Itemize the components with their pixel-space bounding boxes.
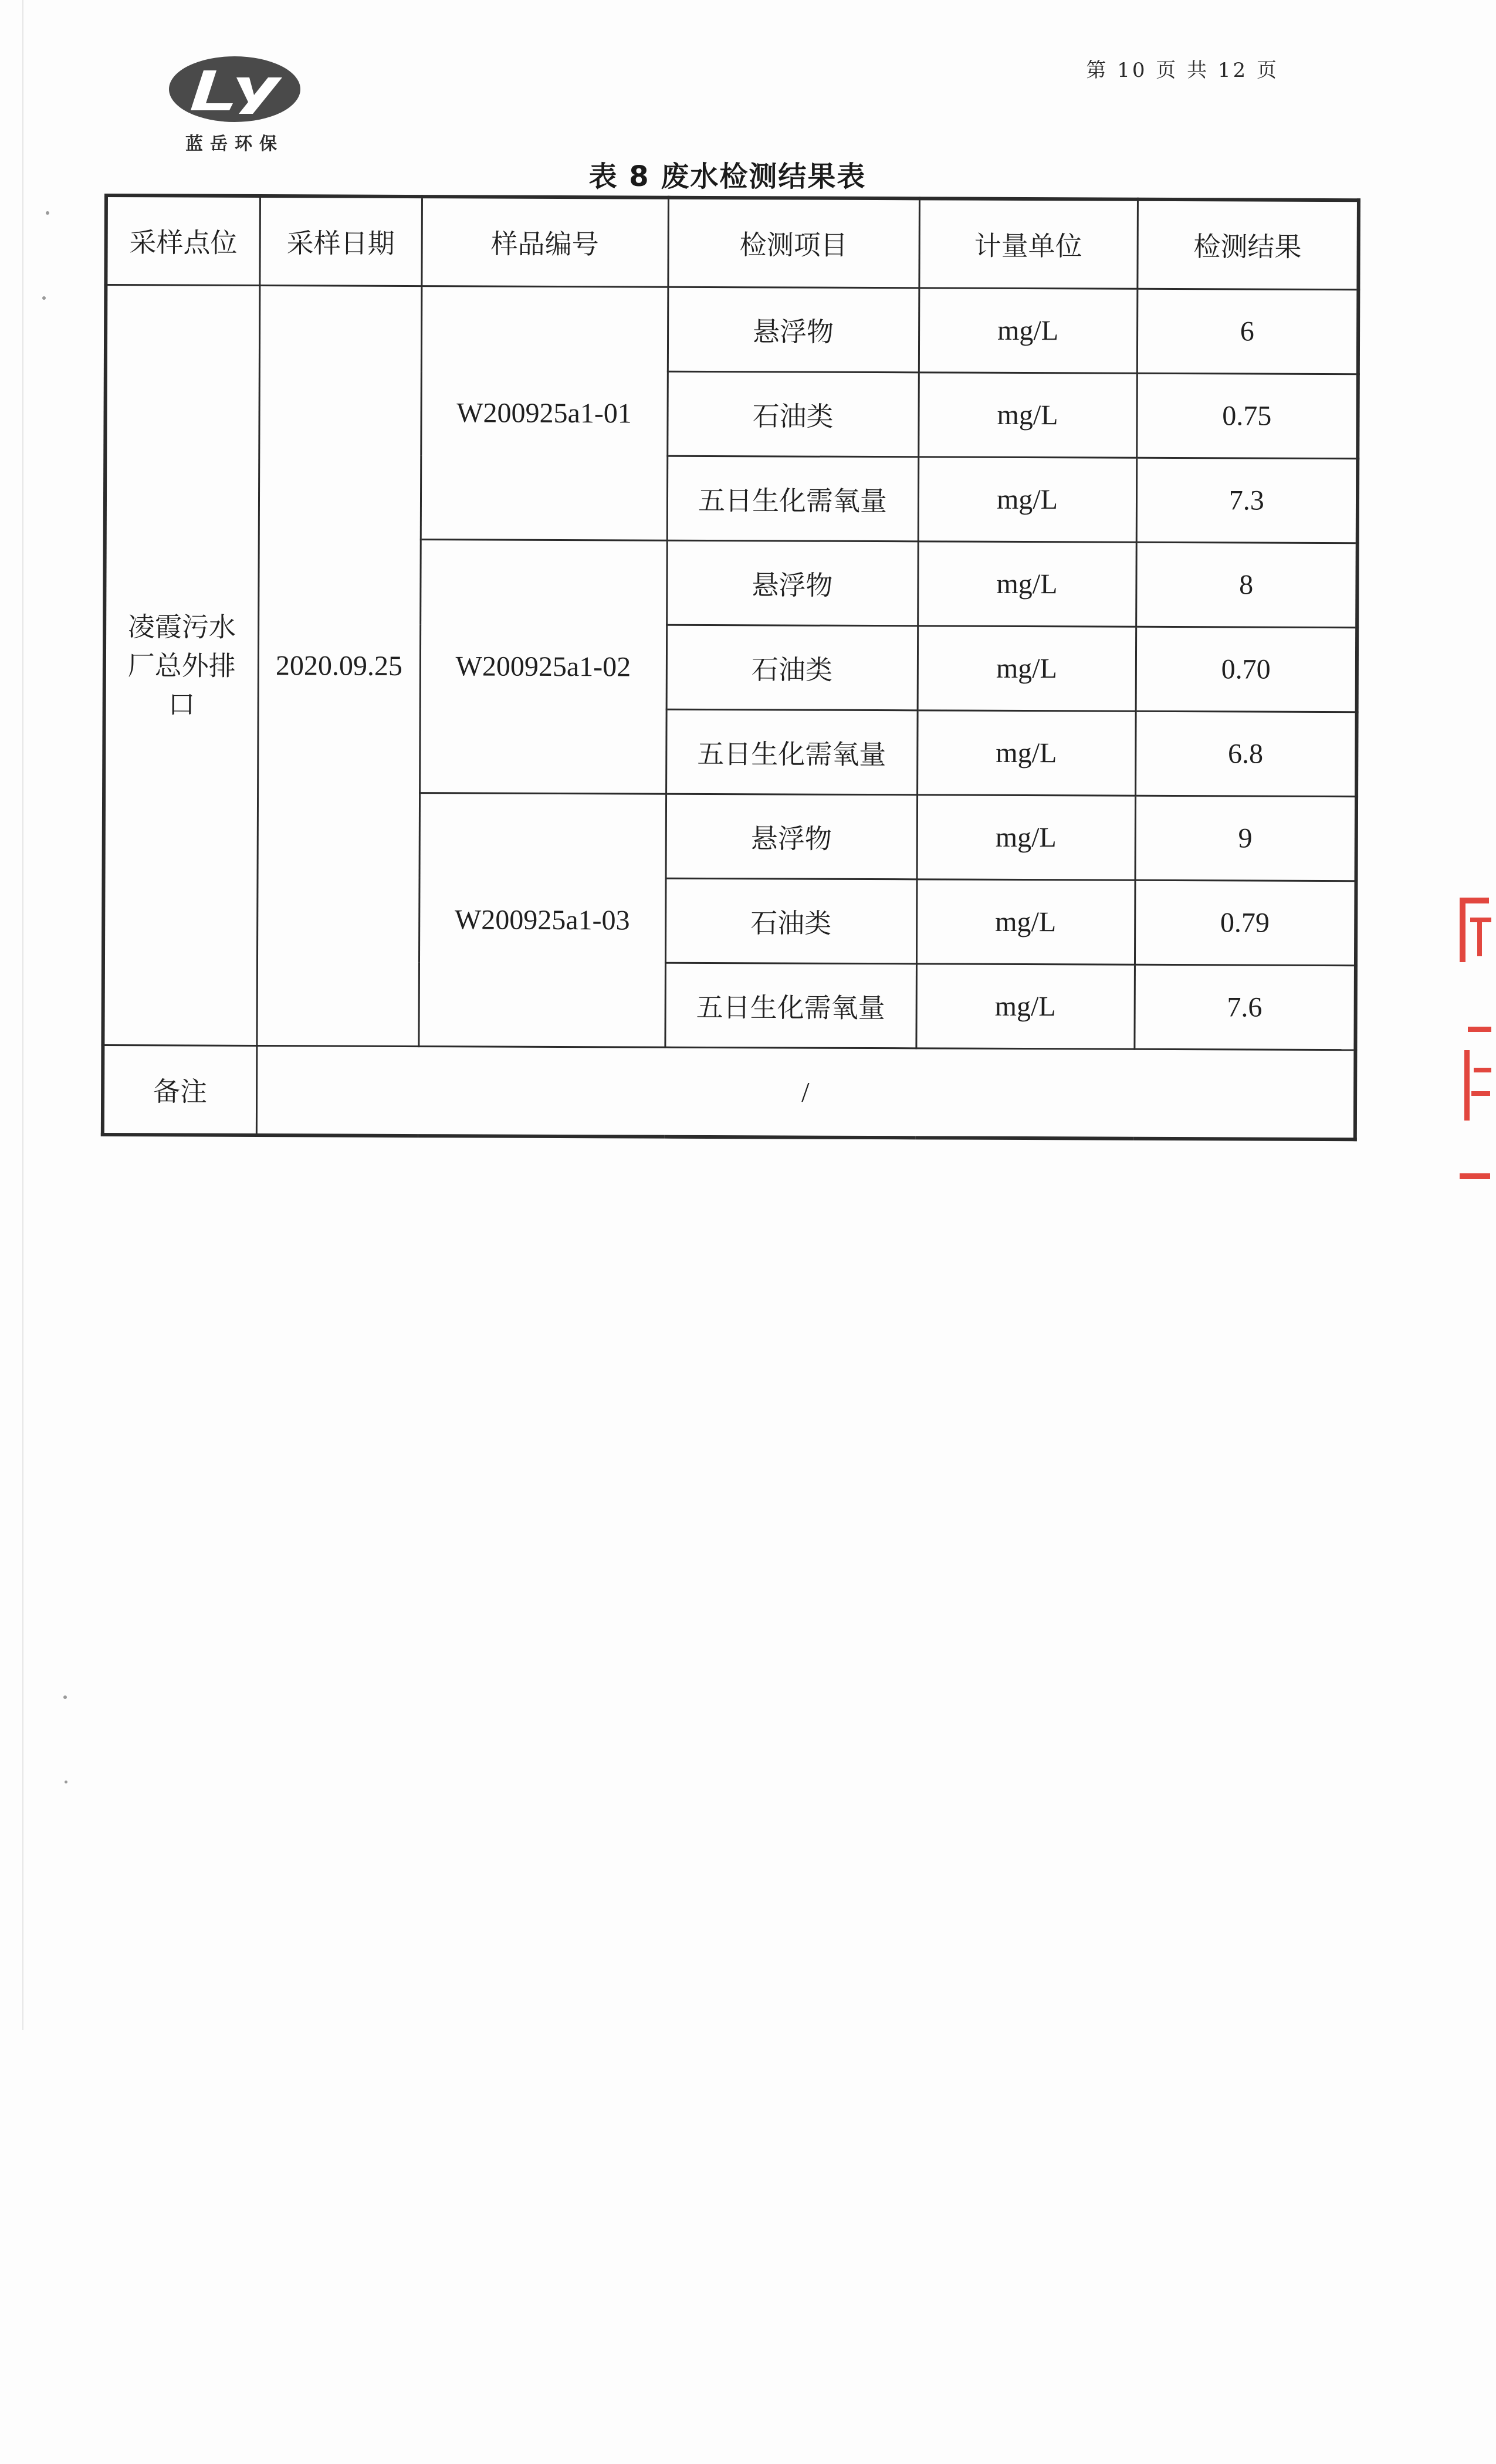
item-cell: 悬浮物 [666, 794, 918, 879]
page-number: 第 10 页 共 12 页 [1086, 59, 1279, 82]
logo-ly-icon [167, 53, 302, 126]
unit-cell: mg/L [918, 457, 1137, 542]
result-cell: 7.6 [1134, 964, 1356, 1050]
item-cell: 石油类 [665, 878, 917, 964]
sample-id-cell: W200925a1-02 [419, 540, 667, 794]
col-header-item: 检测项目 [668, 198, 919, 288]
unit-cell: mg/L [918, 373, 1137, 458]
result-cell: 0.70 [1136, 627, 1358, 712]
scan-speck [63, 1695, 67, 1699]
item-cell: 石油类 [667, 371, 919, 457]
table-title: 表 8 废水检测结果表 [588, 160, 867, 193]
col-header-sample-id: 样品编号 [421, 197, 668, 287]
sample-id-cell: W200925a1-01 [421, 286, 668, 541]
result-cell: 0.75 [1136, 373, 1358, 458]
remark-label: 备注 [103, 1045, 257, 1136]
result-cell: 6.8 [1135, 711, 1357, 796]
item-cell: 悬浮物 [666, 540, 918, 626]
unit-cell: mg/L [917, 710, 1136, 796]
logo-text: 蓝岳环保 [185, 134, 284, 154]
remark-value: / [256, 1046, 1356, 1140]
result-cell: 7.3 [1136, 458, 1358, 543]
col-header-date: 采样日期 [259, 196, 422, 286]
result-cell: 0.79 [1135, 880, 1356, 965]
sample-id-cell: W200925a1-03 [418, 793, 666, 1048]
wastewater-results-table [101, 194, 1360, 1141]
scan-edge-line [22, 0, 23, 2030]
col-header-unit: 计量单位 [919, 198, 1138, 289]
item-cell: 悬浮物 [668, 287, 919, 373]
col-header-result: 检测结果 [1137, 199, 1359, 290]
scan-speck [42, 296, 46, 300]
site-cell: 凌霞污水厂总外排口 [103, 285, 259, 1046]
unit-cell: mg/L [916, 879, 1135, 964]
result-cell: 8 [1136, 542, 1358, 627]
unit-cell: mg/L [917, 795, 1136, 880]
item-cell: 五日生化需氧量 [667, 456, 919, 541]
col-header-site: 采样点位 [106, 195, 260, 286]
result-cell: 6 [1137, 289, 1359, 374]
scan-speck [46, 211, 49, 215]
unit-cell: mg/L [916, 964, 1135, 1049]
item-cell: 石油类 [666, 625, 918, 710]
unit-cell: mg/L [918, 541, 1136, 627]
date-cell: 2020.09.25 [256, 286, 421, 1047]
unit-cell: mg/L [918, 626, 1136, 711]
seal-stamp-fragment [1454, 898, 1496, 1191]
unit-cell: mg/L [919, 288, 1138, 373]
remark-row [103, 1045, 1356, 1140]
company-logo [158, 53, 311, 158]
item-cell: 五日生化需氧量 [666, 709, 918, 795]
scan-speck [65, 1781, 67, 1783]
result-cell: 9 [1135, 796, 1357, 881]
table-header-row [106, 195, 1359, 290]
item-cell: 五日生化需氧量 [665, 963, 916, 1048]
table-row [106, 285, 1359, 374]
